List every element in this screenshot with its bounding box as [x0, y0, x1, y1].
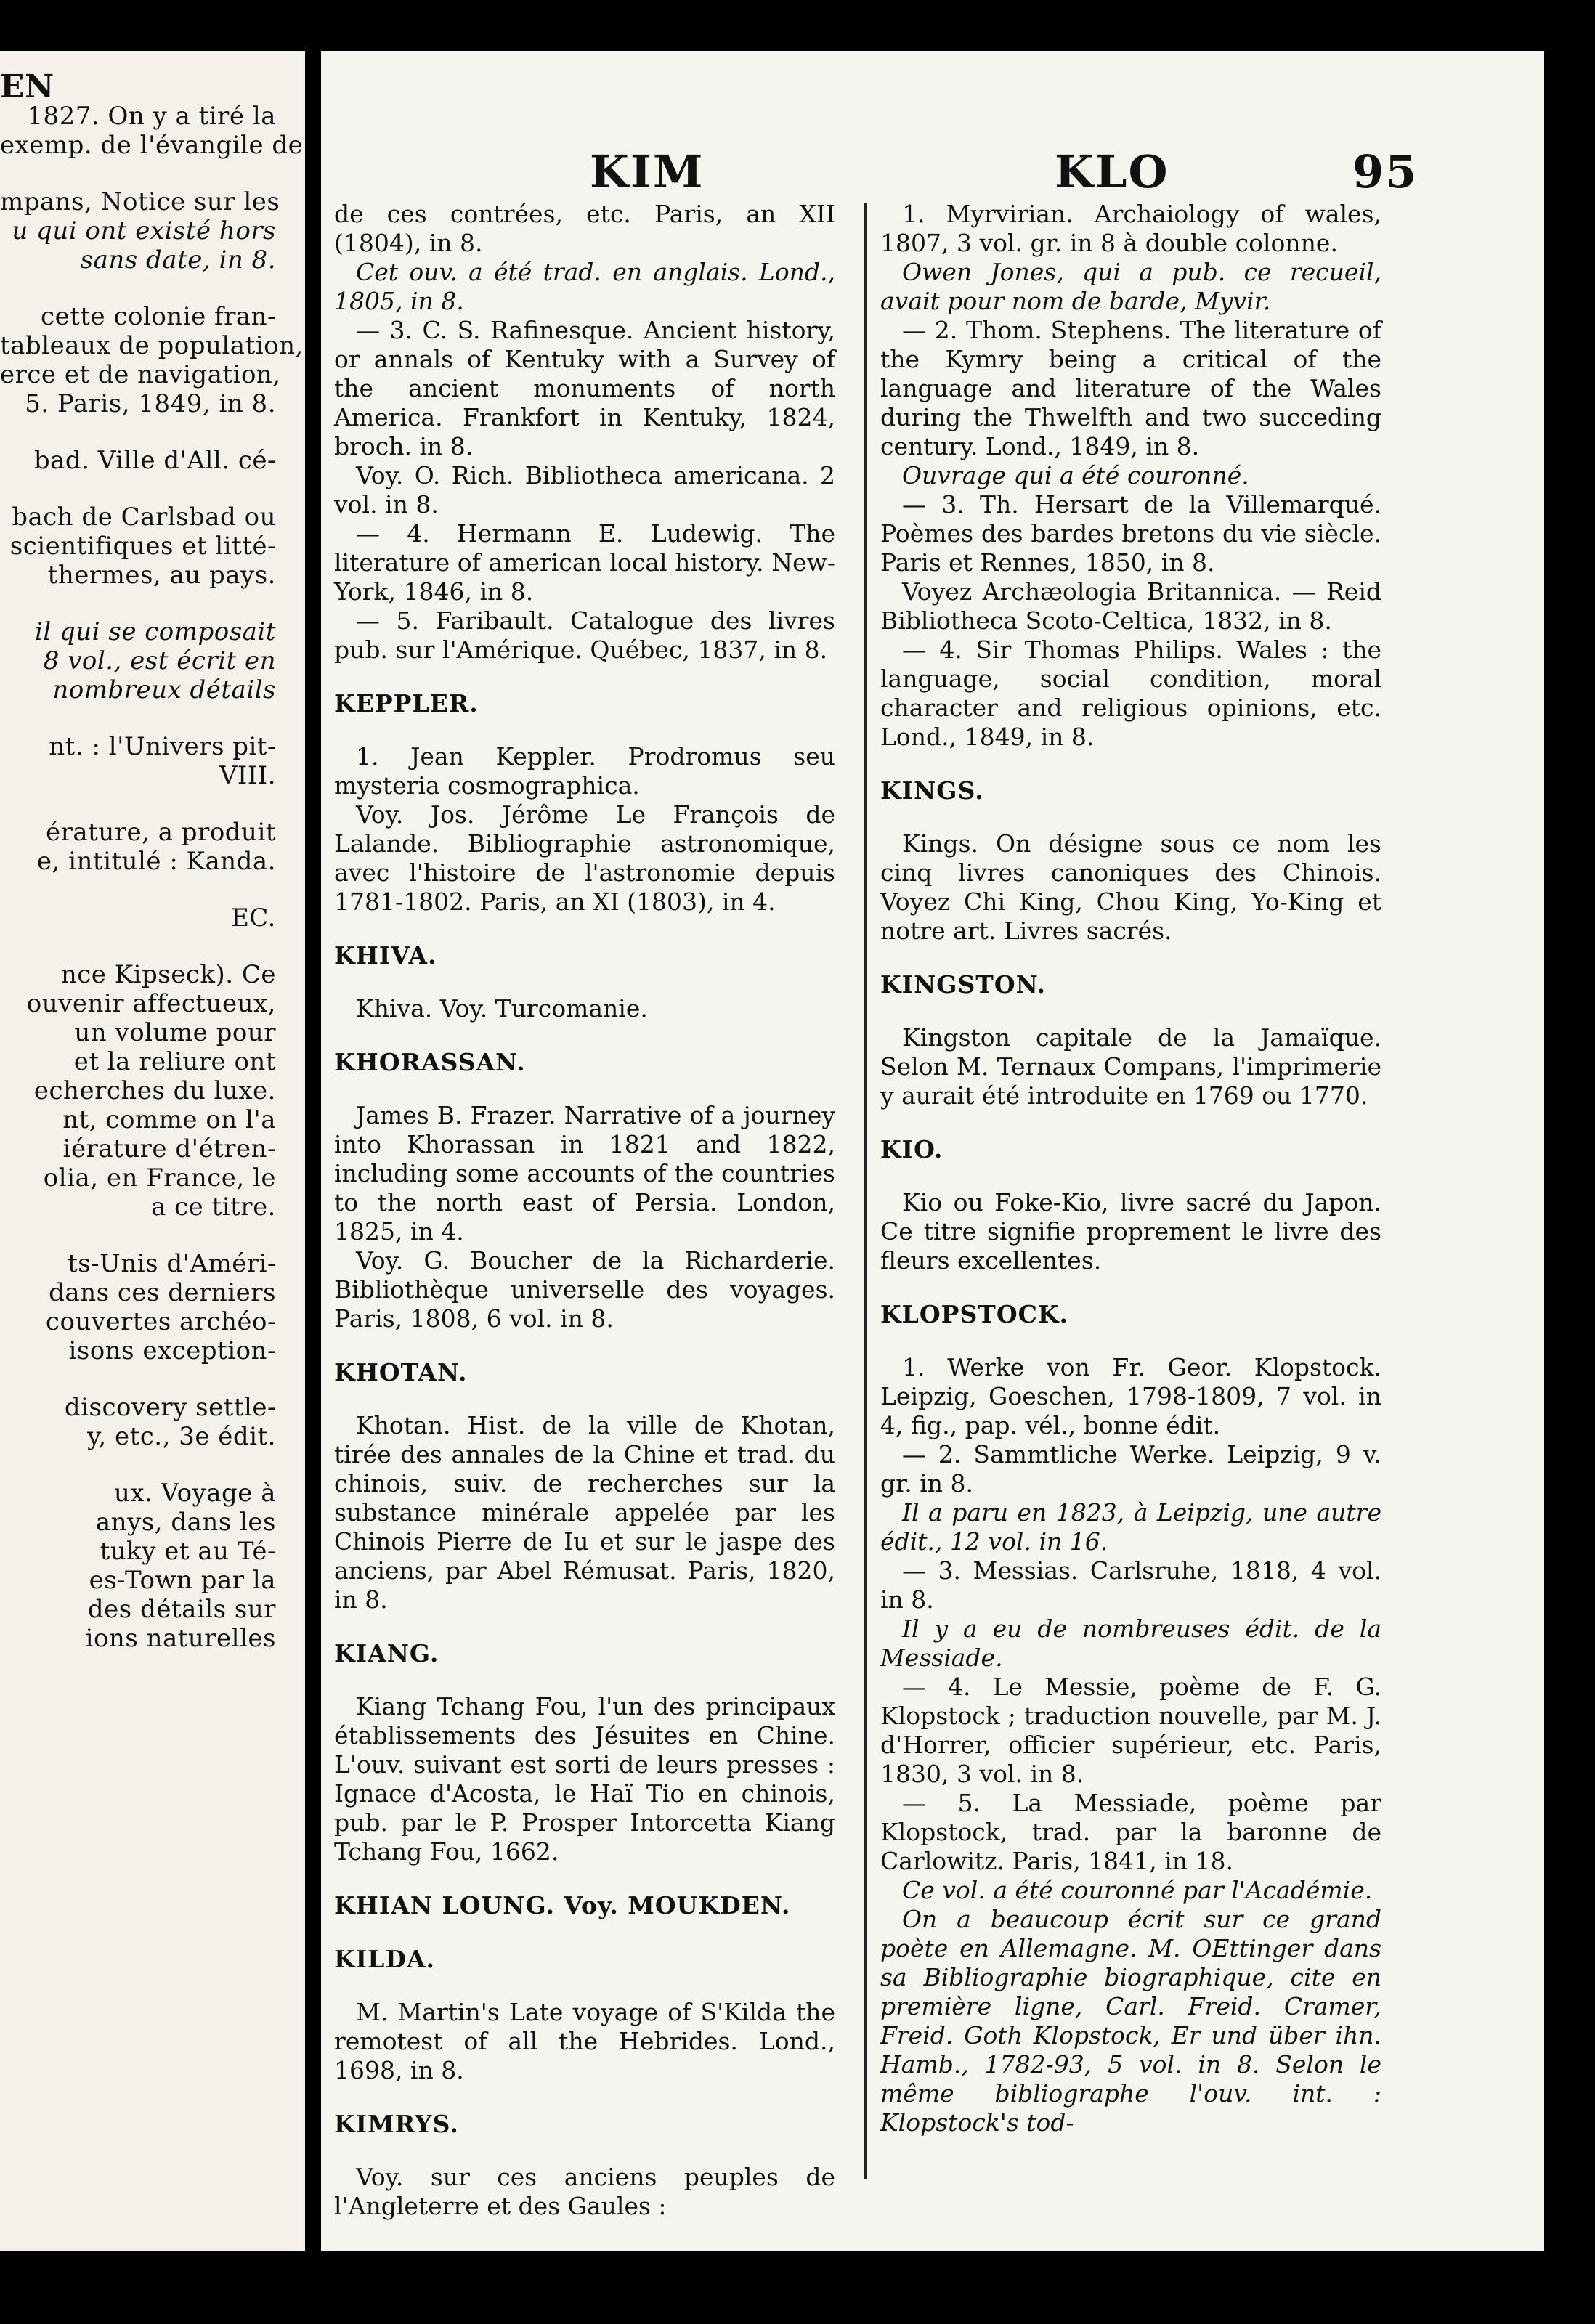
previous-page-line: exemp. de l'évangile de: [0, 131, 304, 160]
previous-page-line: iérature d'étren-: [62, 1134, 276, 1163]
entry-paragraph: Voy. Jos. Jérôme Le François de Lalande. Bibliographie astronomique, avec l'histoire de l'astronomie depuis 1781-1802. Paris, an XI (1803), in 4.: [334, 800, 835, 916]
previous-page-line: des détails sur: [87, 1595, 276, 1624]
entry-paragraph: — 2. Sammtliche Werke. Leipzig, 9 v. gr. in 8.: [880, 1440, 1381, 1498]
previous-page-line: dans ces derniers: [49, 1278, 276, 1307]
entry-paragraph: — 3. C. S. Rafinesque. Ancient history, or annals of Kentuky with a Survey of the ancient monuments of north America. Frankfort in Kentuky, 1824, broch. in 8.: [334, 316, 835, 460]
previous-page-line: nt. : l'Univers pit-: [49, 732, 276, 761]
entry-paragraph: Khotan. Hist. de la ville de Khotan, tirée des annales de la Chine et trad. du chinois, suiv. de recherches sur la substance minérale appelée par les Chinois Pierre de Iu et sur le jaspe des anciens, par Abel Rémusat. Paris, 1820, in 8.: [334, 1411, 835, 1614]
previous-page-line: 8 vol., est écrit en: [43, 646, 276, 675]
previous-page-line: e, intitulé : Kanda.: [36, 847, 276, 876]
previous-page-line: es-Town par la: [89, 1566, 276, 1595]
entry-paragraph: — 2. Thom. Stephens. The literature of the Kymry being a critical of the language and literature of the Wales during the Thwelfth and two succeding century. Lond., 1849, in 8.: [880, 316, 1381, 460]
previous-page-line: nombreux détails: [52, 675, 276, 704]
entry-heading: KHOTAN.: [334, 1358, 468, 1386]
previous-page-line: tableaux de population,: [0, 331, 304, 360]
previous-page-line: mpans, Notice sur les: [0, 187, 280, 216]
entry-paragraph: — 5. La Messiade, poème par Klopstock, trad. par la baronne de Carlowitz. Paris, 1841, in 18.: [880, 1789, 1381, 1875]
entry-paragraph: Voyez Archæologia Britannica. — Reid Bibliotheca Scoto-Celtica, 1832, in 8.: [880, 577, 1381, 635]
previous-page-line: un volume pour: [74, 1018, 276, 1047]
previous-page-line: scientifiques et litté-: [9, 532, 276, 561]
entry-paragraph: — 4. Le Messie, poème de F. G. Klopstock ; traduction nouvelle, par M. J. d'Horrer, officier supérieur, etc. Paris, 1830, 3 vol. in 8.: [880, 1673, 1381, 1788]
previous-page-line: discovery settle-: [64, 1393, 276, 1422]
previous-page-line: echerches du luxe.: [33, 1076, 276, 1105]
previous-page-line: bach de Carlsbad ou: [12, 503, 276, 532]
entry-paragraph: M. Martin's Late voyage of S'Kilda the remotest of all the Hebrides. Lond., 1698, in 8.: [334, 1998, 835, 2084]
previous-page-line: tuky et au Té-: [100, 1537, 276, 1566]
previous-page-line: ts-Unis d'Améri-: [68, 1249, 276, 1278]
previous-page-line: 5. Paris, 1849, in 8.: [25, 389, 276, 418]
entry-paragraph: de ces contrées, etc. Paris, an XII (1804), in 8.: [334, 200, 835, 257]
entry-paragraph: Voy. O. Rich. Bibliotheca americana. 2 vol. in 8.: [334, 461, 835, 519]
previous-page-line: sans date, in 8.: [80, 245, 276, 275]
entry-paragraph: — 5. Faribault. Catalogue des livres pub. sur l'Amérique. Québec, 1837, in 8.: [334, 606, 835, 664]
previous-page-line: a ce titre.: [151, 1193, 276, 1222]
entry-heading: KLOPSTOCK.: [880, 1300, 1069, 1328]
previous-page-line: bad. Ville d'All. cé-: [33, 446, 276, 475]
page-edge-shadow: [1544, 51, 1595, 2251]
column-rule: [864, 203, 867, 2179]
entry-paragraph: Kings. On désigne sous ce nom les cinq livres canoniques des Chinois. Voyez Chi King, Chou King, Yo-King et notre art. Livres sacrés.: [880, 829, 1381, 945]
previous-page-line: thermes, au pays.: [47, 561, 276, 590]
book-page: [321, 51, 1595, 2251]
previous-page-line: VIII.: [219, 761, 276, 790]
entry-paragraph: — 4. Sir Thomas Philips. Wales : the language, social condition, moral character and religious opinions, etc. Lond., 1849, in 8.: [880, 635, 1381, 751]
entry-paragraph: Kiang Tchang Fou, l'un des principaux établissements des Jésuites en Chine. L'ouv. suivant est sorti de leurs presses : Ignace d'Acosta, le Haï Tio en chinois, pub. par le P. Prosper Intorcetta Kiang Tchang Fou, 1662.: [334, 1692, 835, 1866]
previous-page-line: il qui se composait: [34, 617, 276, 646]
previous-page-line: u qui ont existé hors: [12, 216, 276, 245]
entry-heading: KINGS.: [880, 776, 984, 805]
previous-page-line: érature, a produit: [46, 818, 276, 847]
entry-paragraph: Khiva. Voy. Turcomanie.: [356, 994, 648, 1023]
entry-heading: KHIAN LOUNG. Voy. MOUKDEN.: [334, 1891, 791, 1919]
entry-heading: KIANG.: [334, 1639, 439, 1667]
running-head-left: KIM: [590, 145, 705, 198]
previous-page-line: anys, dans les: [95, 1508, 276, 1537]
previous-page-line: nce Kipseck). Ce: [60, 960, 276, 989]
book-gutter: [305, 0, 321, 2324]
entry-paragraph: 1. Jean Keppler. Prodromus seu mysteria cosmographica.: [334, 742, 835, 800]
previous-page-line: isons exception-: [68, 1336, 276, 1365]
previous-page-text: [0, 68, 304, 1653]
previous-page-line: nt, comme on l'a: [62, 1105, 276, 1134]
entry-paragraph: 1. Werke von Fr. Geor. Klopstock. Leipzig, Goeschen, 1798-1809, 7 vol. in 4, fig., pap. vél., bonne édit.: [880, 1353, 1381, 1439]
entry-paragraph: — 3. Messias. Carlsruhe, 1818, 4 vol. in 8.: [880, 1556, 1381, 1614]
previous-page-line: olia, en France, le: [43, 1163, 276, 1193]
previous-page-fragment: [0, 51, 305, 2251]
previous-page-line: y, etc., 3e édit.: [87, 1422, 276, 1451]
running-head-right: KLO: [1055, 145, 1169, 198]
entry-heading: KIMRYS.: [334, 2110, 459, 2138]
entry-paragraph: — 3. Th. Hersart de la Villemarqué. Poèmes des bardes bretons du vie siècle. Paris et Rennes, 1850, in 8.: [880, 490, 1381, 577]
entry-paragraph: James B. Frazer. Narrative of a journey into Khorassan in 1821 and 1822, including some accounts of the countries to the north east of Persia. London, 1825, in 4.: [334, 1101, 835, 1246]
previous-page-line: et la reliure ont: [73, 1047, 276, 1076]
entry-heading: KHORASSAN.: [334, 1048, 526, 1076]
right-column: [880, 200, 1381, 2137]
entry-heading: KILDA.: [334, 1945, 436, 1973]
entry-paragraph: On a beaucoup écrit sur ce grand poète en Allemagne. M. OEttinger dans sa Bibliographie biographique, cite en première ligne, Carl. Freid. Cramer, Freid. Goth Klopstock, Er und über ihn. Hamb., 1782-93, 5 vol. in 8. Selon le même bibliographe l'ouv. int. : Klopstock's tod-: [880, 1905, 1381, 2137]
entry-paragraph: 1. Myrvirian. Archaiology of wales, 1807, 3 vol. gr. in 8 à double colonne.: [880, 200, 1381, 257]
left-column: [334, 200, 835, 2221]
previous-page-line: couvertes archéo-: [45, 1307, 276, 1336]
entry-paragraph: Cet ouv. a été trad. en anglais. Lond., 1805, in 8.: [334, 258, 835, 315]
entry-paragraph: Kio ou Foke-Kio, livre sacré du Japon. Ce titre signifie proprement le livre des fleurs excellentes.: [880, 1188, 1381, 1275]
previous-page-line: cette colonie fran-: [41, 302, 276, 331]
entry-heading: KINGSTON.: [880, 970, 1047, 999]
previous-page-line: erce et de navigation,: [0, 360, 281, 389]
page-number: 95: [1352, 145, 1419, 198]
previous-page-line: ouvenir affectueux,: [26, 989, 276, 1018]
previous-page-line: EC.: [231, 903, 276, 933]
entry-paragraph: Kingston capitale de la Jamaïque. Selon M. Ternaux Compans, l'imprimerie y aurait été introduite en 1769 ou 1770.: [880, 1023, 1381, 1110]
entry-paragraph: Voy. G. Boucher de la Richarderie. Bibliothèque universelle des voyages. Paris, 1808, 6 vol. in 8.: [334, 1246, 835, 1333]
entry-heading: KIO.: [880, 1135, 943, 1163]
previous-page-line: EN: [0, 68, 54, 105]
entry-paragraph: Il a paru en 1823, à Leipzig, une autre édit., 12 vol. in 16.: [880, 1498, 1381, 1556]
entry-paragraph: Owen Jones, qui a pub. ce recueil, avait pour nom de barde, Myvir.: [880, 258, 1381, 315]
entry-paragraph: Ouvrage qui a été couronné.: [902, 461, 1249, 489]
entry-paragraph: Il y a eu de nombreuses édit. de la Messiade.: [880, 1614, 1381, 1672]
entry-paragraph: Voy. sur ces anciens peuples de l'Angleterre et des Gaules :: [334, 2163, 835, 2220]
entry-paragraph: Ce vol. a été couronné par l'Académie.: [902, 1876, 1373, 1904]
entry-paragraph: — 4. Hermann E. Ludewig. The literature of american local history. New-York, 1846, in 8.: [334, 519, 835, 606]
previous-page-line: 1827. On y a tiré la: [27, 102, 276, 131]
entry-heading: KEPPLER.: [334, 689, 479, 718]
entry-heading: KHIVA.: [334, 941, 437, 970]
previous-page-line: ux. Voyage à: [113, 1479, 276, 1508]
previous-page-line: ions naturelles: [85, 1624, 276, 1653]
